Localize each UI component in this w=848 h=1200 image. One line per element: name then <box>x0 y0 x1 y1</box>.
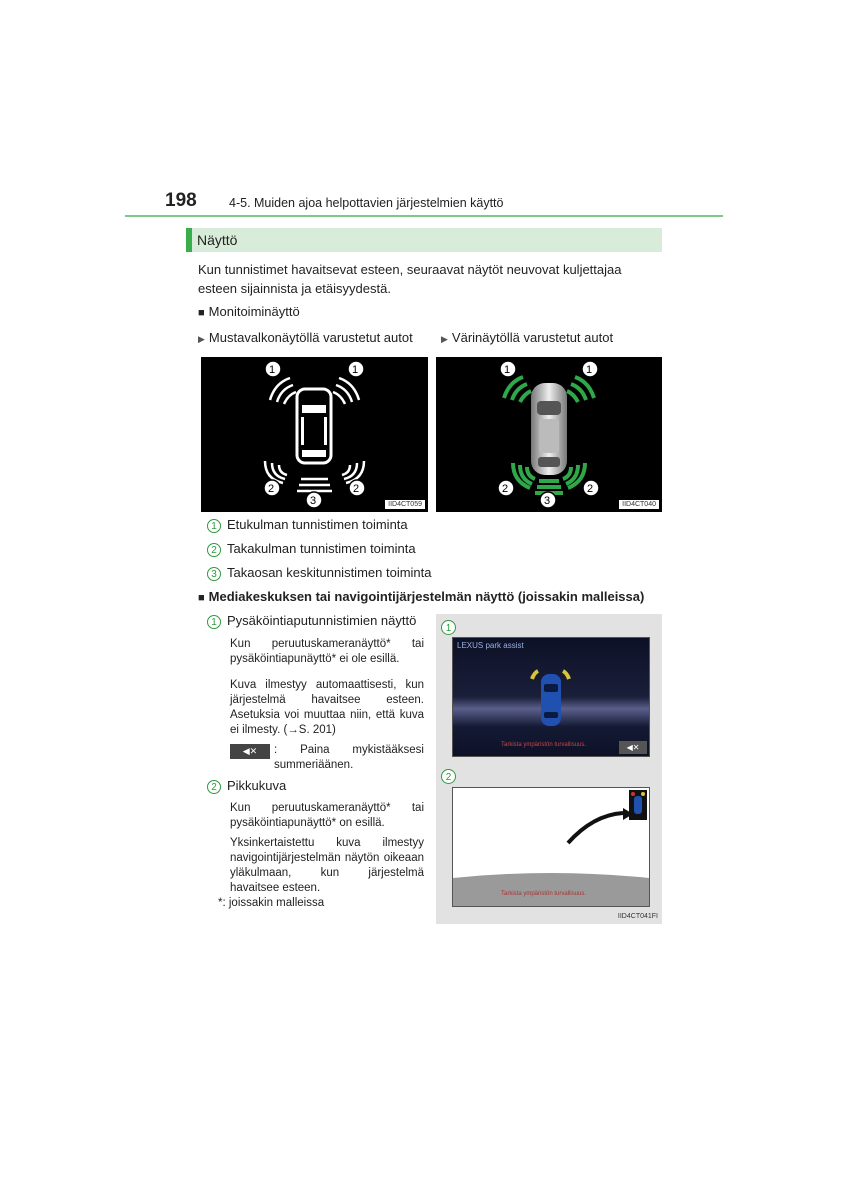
image-id: IID4CT041FI <box>617 913 658 920</box>
park-assist-caption: Tarkista ympäristön turvallisuus. <box>501 742 587 748</box>
monochrome-display-image <box>201 357 428 512</box>
svg-text:3: 3 <box>310 495 317 507</box>
camera-screen <box>452 787 650 907</box>
media-display-figure <box>436 614 662 924</box>
square-bullet-icon: ■ <box>198 592 205 604</box>
media-item-2-para1: Kun peruutuskameranäyttö* tai pysäköintiapunäyttö* on esillä. <box>230 802 424 829</box>
svg-text:1: 1 <box>352 364 359 376</box>
col-left-label: ▶ Mustavalkonäytöllä varustetut autot <box>198 330 413 345</box>
color-display-drawing <box>436 357 662 512</box>
media-item-1-title: 1 Pysäköintiaputunnistimien näyttö <box>207 613 416 629</box>
intro-text: Kun tunnistimet havaitsevat esteen, seuraavat näytöt neuvovat kuljettajaa esteen sijainnista ja etäisyydestä. <box>198 262 622 296</box>
svg-text:3: 3 <box>544 495 551 507</box>
camera-screen-drawing <box>453 788 649 906</box>
media-display-heading: ■ Mediakeskuksen tai navigointijärjestelmän näyttö (joissakin malleissa) <box>198 589 645 604</box>
park-assist-title: LEXUS park assist <box>457 641 524 650</box>
legend-item-3: 3 Takaosan keskitunnistimen toiminta <box>207 565 432 581</box>
svg-text:2: 2 <box>353 483 360 495</box>
chapter-title: 4-5. Muiden ajoa helpottavien järjestelmien käyttö <box>229 196 504 210</box>
svg-text:1: 1 <box>504 364 511 376</box>
color-display-image <box>436 357 662 512</box>
mute-button-icon: ◀✕ <box>230 743 270 761</box>
park-assist-screen <box>452 637 650 757</box>
image-id: IID4CT040 <box>619 500 659 509</box>
camera-caption: Tarkista ympäristön turvallisuus. <box>501 891 587 897</box>
header-divider <box>125 215 723 217</box>
media-item-2-para2: Yksinkertaistettu kuva ilmestyy navigointijärjestelmän näytön oikeaan yläkulmaan, kun järjestelmä havaitsee esteen. <box>230 837 424 894</box>
mute-instruction: : Paina mykistääksesi summeriäänen. <box>274 744 424 771</box>
callout-1: 1 <box>441 620 456 635</box>
image-id: IID4CT059 <box>385 500 425 509</box>
svg-text:2: 2 <box>587 483 594 495</box>
media-item-2-title: 2 Pikkukuva <box>207 778 286 794</box>
triangle-bullet-icon: ▶ <box>198 334 205 344</box>
col-right-label: ▶ Värinäytöllä varustetut autot <box>441 330 614 345</box>
park-assist-car-drawing <box>453 638 649 756</box>
legend-item-1: 1 Etukulman tunnistimen toiminta <box>207 517 408 533</box>
mute-icon: ◀✕ <box>619 741 647 754</box>
media-item-1-para2: Kuva ilmestyy automaattisesti, kun järjestelmä havaitsee esteen. Asetuksia voi muuttaa niin, että kuva ei ilmesty. (→S. 201) <box>230 679 424 736</box>
monochrome-display-drawing <box>201 357 428 512</box>
svg-text:1: 1 <box>586 364 593 376</box>
page-number: 198 <box>165 190 197 211</box>
svg-text:2: 2 <box>502 483 509 495</box>
media-item-1-para1: Kun peruutuskameranäyttö* tai pysäköintiapunäyttö* ei ole esillä. <box>230 638 424 665</box>
section-title: Näyttö <box>197 232 238 248</box>
footnote: *: joissakin malleissa <box>218 897 325 909</box>
square-bullet-icon: ■ <box>198 307 205 319</box>
triangle-bullet-icon: ▶ <box>441 334 448 344</box>
svg-text:1: 1 <box>269 364 276 376</box>
legend-item-2: 2 Takakulman tunnistimen toiminta <box>207 541 416 557</box>
multi-display-heading: ■ Monitoiminäyttö <box>198 304 300 319</box>
section-title-bar <box>186 228 662 252</box>
callout-2: 2 <box>441 769 456 784</box>
svg-text:2: 2 <box>268 483 275 495</box>
